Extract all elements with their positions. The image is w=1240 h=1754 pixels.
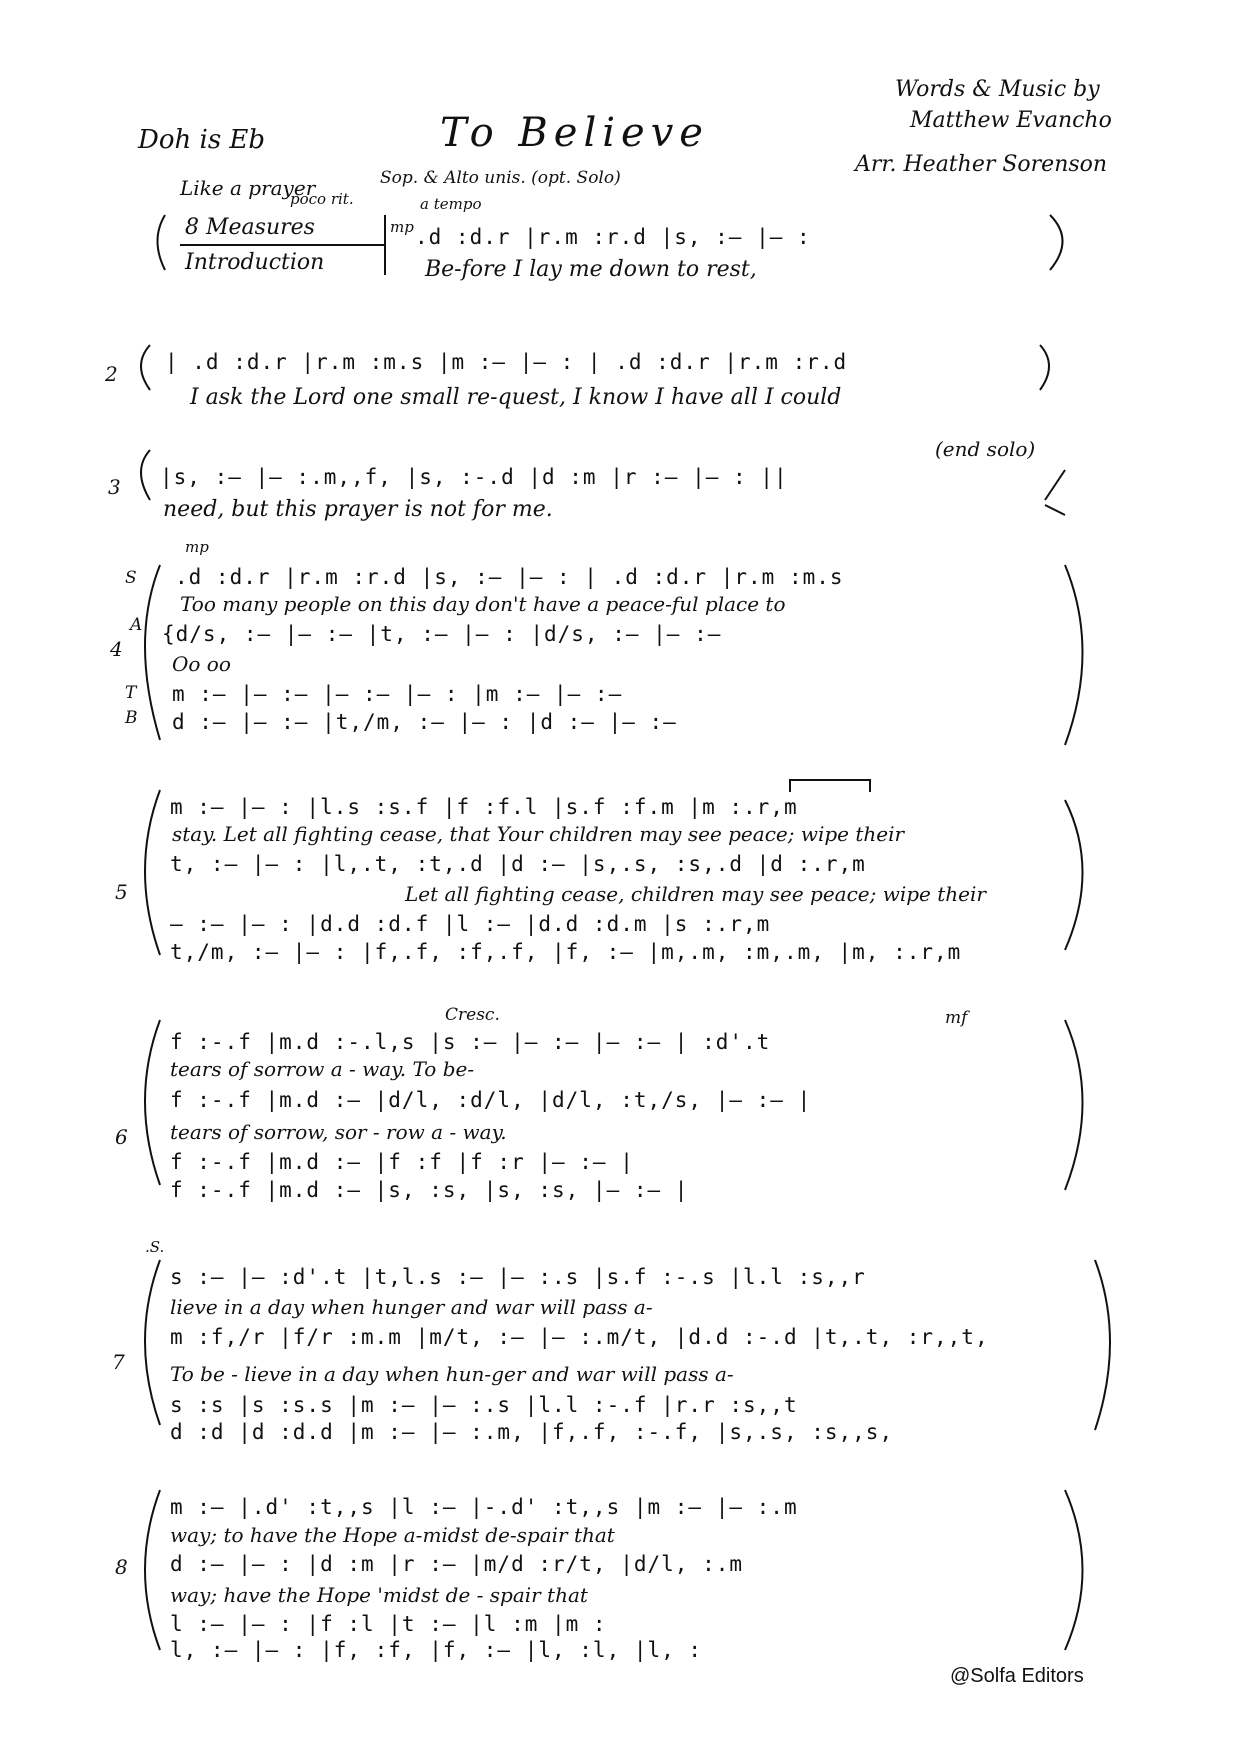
- lyric-line: Let all fighting cease, children may see peace; wipe their: [405, 882, 986, 906]
- solfa-line: — :— |— : |d.d :d.f |l :— |d.d :d.m |s :.r,m: [170, 912, 771, 936]
- solfa-line: s :s |s :s.s |m :— |— :.s |l.l :-.f |r.r :s,,t: [170, 1393, 798, 1417]
- system-number: 5: [115, 880, 128, 904]
- solfa-line: f :-.f |m.d :— |f :f |f :r |— :— |: [170, 1150, 634, 1174]
- solfa-line: f :-.f |m.d :— |d/l, :d/l, |d/l, :t,/s, |— :— |: [170, 1088, 812, 1112]
- solfa-line: t,/m, :— |— : |f,.f, :f,.f, |f, :— |m,.m, :m,.m, |m, :.r,m: [170, 940, 962, 964]
- solfa-line: f :-.f |m.d :-.l,s |s :— |— :— |— :— | :d'.t: [170, 1030, 771, 1054]
- lyric-line: tears of sorrow, sor - row a - way.: [170, 1120, 507, 1144]
- key-signature: Doh is Eb: [138, 125, 266, 155]
- lyric-line: way; have the Hope 'midst de - spair that: [170, 1583, 588, 1607]
- system-number: 6: [115, 1125, 128, 1149]
- lyric-line: need, but this prayer is not for me.: [163, 497, 553, 522]
- solfa-line: s :— |— :d'.t |t,l.s :— |— :.s |s.f :-.s |l.l :s,,r: [170, 1265, 866, 1289]
- lyric-line: Oo oo: [172, 652, 231, 676]
- rit-marking: poco rit.: [290, 190, 354, 208]
- system-number: 4: [110, 637, 123, 661]
- system-number: 7: [112, 1350, 125, 1374]
- system-number: 3: [108, 475, 121, 499]
- tempo-marking: Like a prayer: [180, 176, 316, 200]
- part-label-s: S: [125, 568, 137, 588]
- part-label-a: A: [130, 615, 143, 635]
- composer-credit-2: Matthew Evancho: [910, 108, 1112, 133]
- lyric-line: lieve in a day when hunger and war will pass a-: [170, 1295, 653, 1319]
- publisher-credit: @Solfa Editors: [950, 1665, 1084, 1687]
- solfa-line: | .d :d.r |r.m :m.s |m :— |— : | .d :d.r |r.m :r.d: [165, 350, 848, 374]
- intro-label: Introduction: [185, 250, 325, 275]
- solfa-line: d :— |— :— |t,/m, :— |— : |d :— |— :—: [172, 710, 677, 734]
- cresc-marking: Cresc.: [445, 1005, 500, 1025]
- system-number: 2: [105, 362, 118, 386]
- solfa-line: .d :d.r |r.m :r.d |s, :— |— : | .d :d.r |r.m :m.s: [175, 565, 844, 589]
- solfa-line: f :-.f |m.d :— |s, :s, |s, :s, |— :— |: [170, 1178, 689, 1202]
- lyric-line: To be - lieve in a day when hun-ger and war will pass a-: [170, 1362, 734, 1386]
- voices-marking: Sop. & Alto unis. (opt. Solo): [380, 168, 621, 188]
- segno-marking: .S.: [145, 1238, 165, 1256]
- lyric-line: tears of sorrow a - way. To be-: [170, 1057, 475, 1081]
- solfa-line: t, :— |— : |l,.t, :t,.d |d :— |s,.s, :s,.d |d :.r,m: [170, 852, 866, 876]
- end-solo-marking: (end solo): [935, 437, 1036, 461]
- page-title: To Believe: [440, 110, 709, 156]
- a-tempo-marking: a tempo: [420, 195, 482, 213]
- dynamic-mp: mp: [185, 538, 209, 556]
- composer-credit-1: Words & Music by: [895, 77, 1100, 102]
- dynamic-mf: mf: [945, 1008, 968, 1028]
- solfa-line: m :— |.d' :t,,s |l :— |-.d' :t,,s |m :— |— :.m: [170, 1495, 798, 1519]
- solfa-line: .d :d.r |r.m :r.d |s, :— |— :: [415, 225, 811, 249]
- arranger-credit: Arr. Heather Sorenson: [855, 152, 1108, 177]
- solfa-line: d :— |— : |d :m |r :— |m/d :r/t, |d/l, :.m: [170, 1552, 744, 1576]
- solfa-line: d :d |d :d.d |m :— |— :.m, |f,.f, :-.f, |s,.s, :s,,s,: [170, 1420, 894, 1444]
- solfa-line: l :— |— : |f :l |t :— |l :m |m :: [170, 1612, 607, 1636]
- lyric-line: Too many people on this day don't have a peace-ful place to: [180, 592, 786, 616]
- intro-measures: 8 Measures: [185, 215, 315, 240]
- lyric-line: I ask the Lord one small re-quest, I know I have all I could: [190, 385, 842, 410]
- dynamic-mp: mp: [390, 218, 414, 236]
- solfa-line: m :— |— :— |— :— |— : |m :— |— :—: [172, 682, 623, 706]
- lyric-line: stay. Let all fighting cease, that Your children may see peace; wipe their: [172, 822, 905, 846]
- solfa-line: l, :— |— : |f, :f, |f, :— |l, :l, |l, :: [170, 1638, 703, 1662]
- lyric-line: way; to have the Hope a-midst de-spair that: [170, 1523, 615, 1547]
- part-label-t: T: [125, 683, 137, 703]
- solfa-line: |s, :— |— :.m,,f, |s, :-.d |d :m |r :— |— : ||: [160, 465, 788, 489]
- part-label-b: B: [125, 708, 138, 728]
- system-number: 8: [115, 1555, 128, 1579]
- lyric-line: Be-fore I lay me down to rest,: [425, 257, 757, 282]
- solfa-line: {d/s, :— |— :— |t, :— |— : |d/s, :— |— :—: [162, 622, 722, 646]
- solfa-line: m :— |— : |l.s :s.f |f :f.l |s.f :f.m |m :.r,m: [170, 795, 798, 819]
- solfa-line: m :f,/r |f/r :m.m |m/t, :— |— :.m/t, |d.d :-.d |t,.t, :r,,t,: [170, 1325, 989, 1349]
